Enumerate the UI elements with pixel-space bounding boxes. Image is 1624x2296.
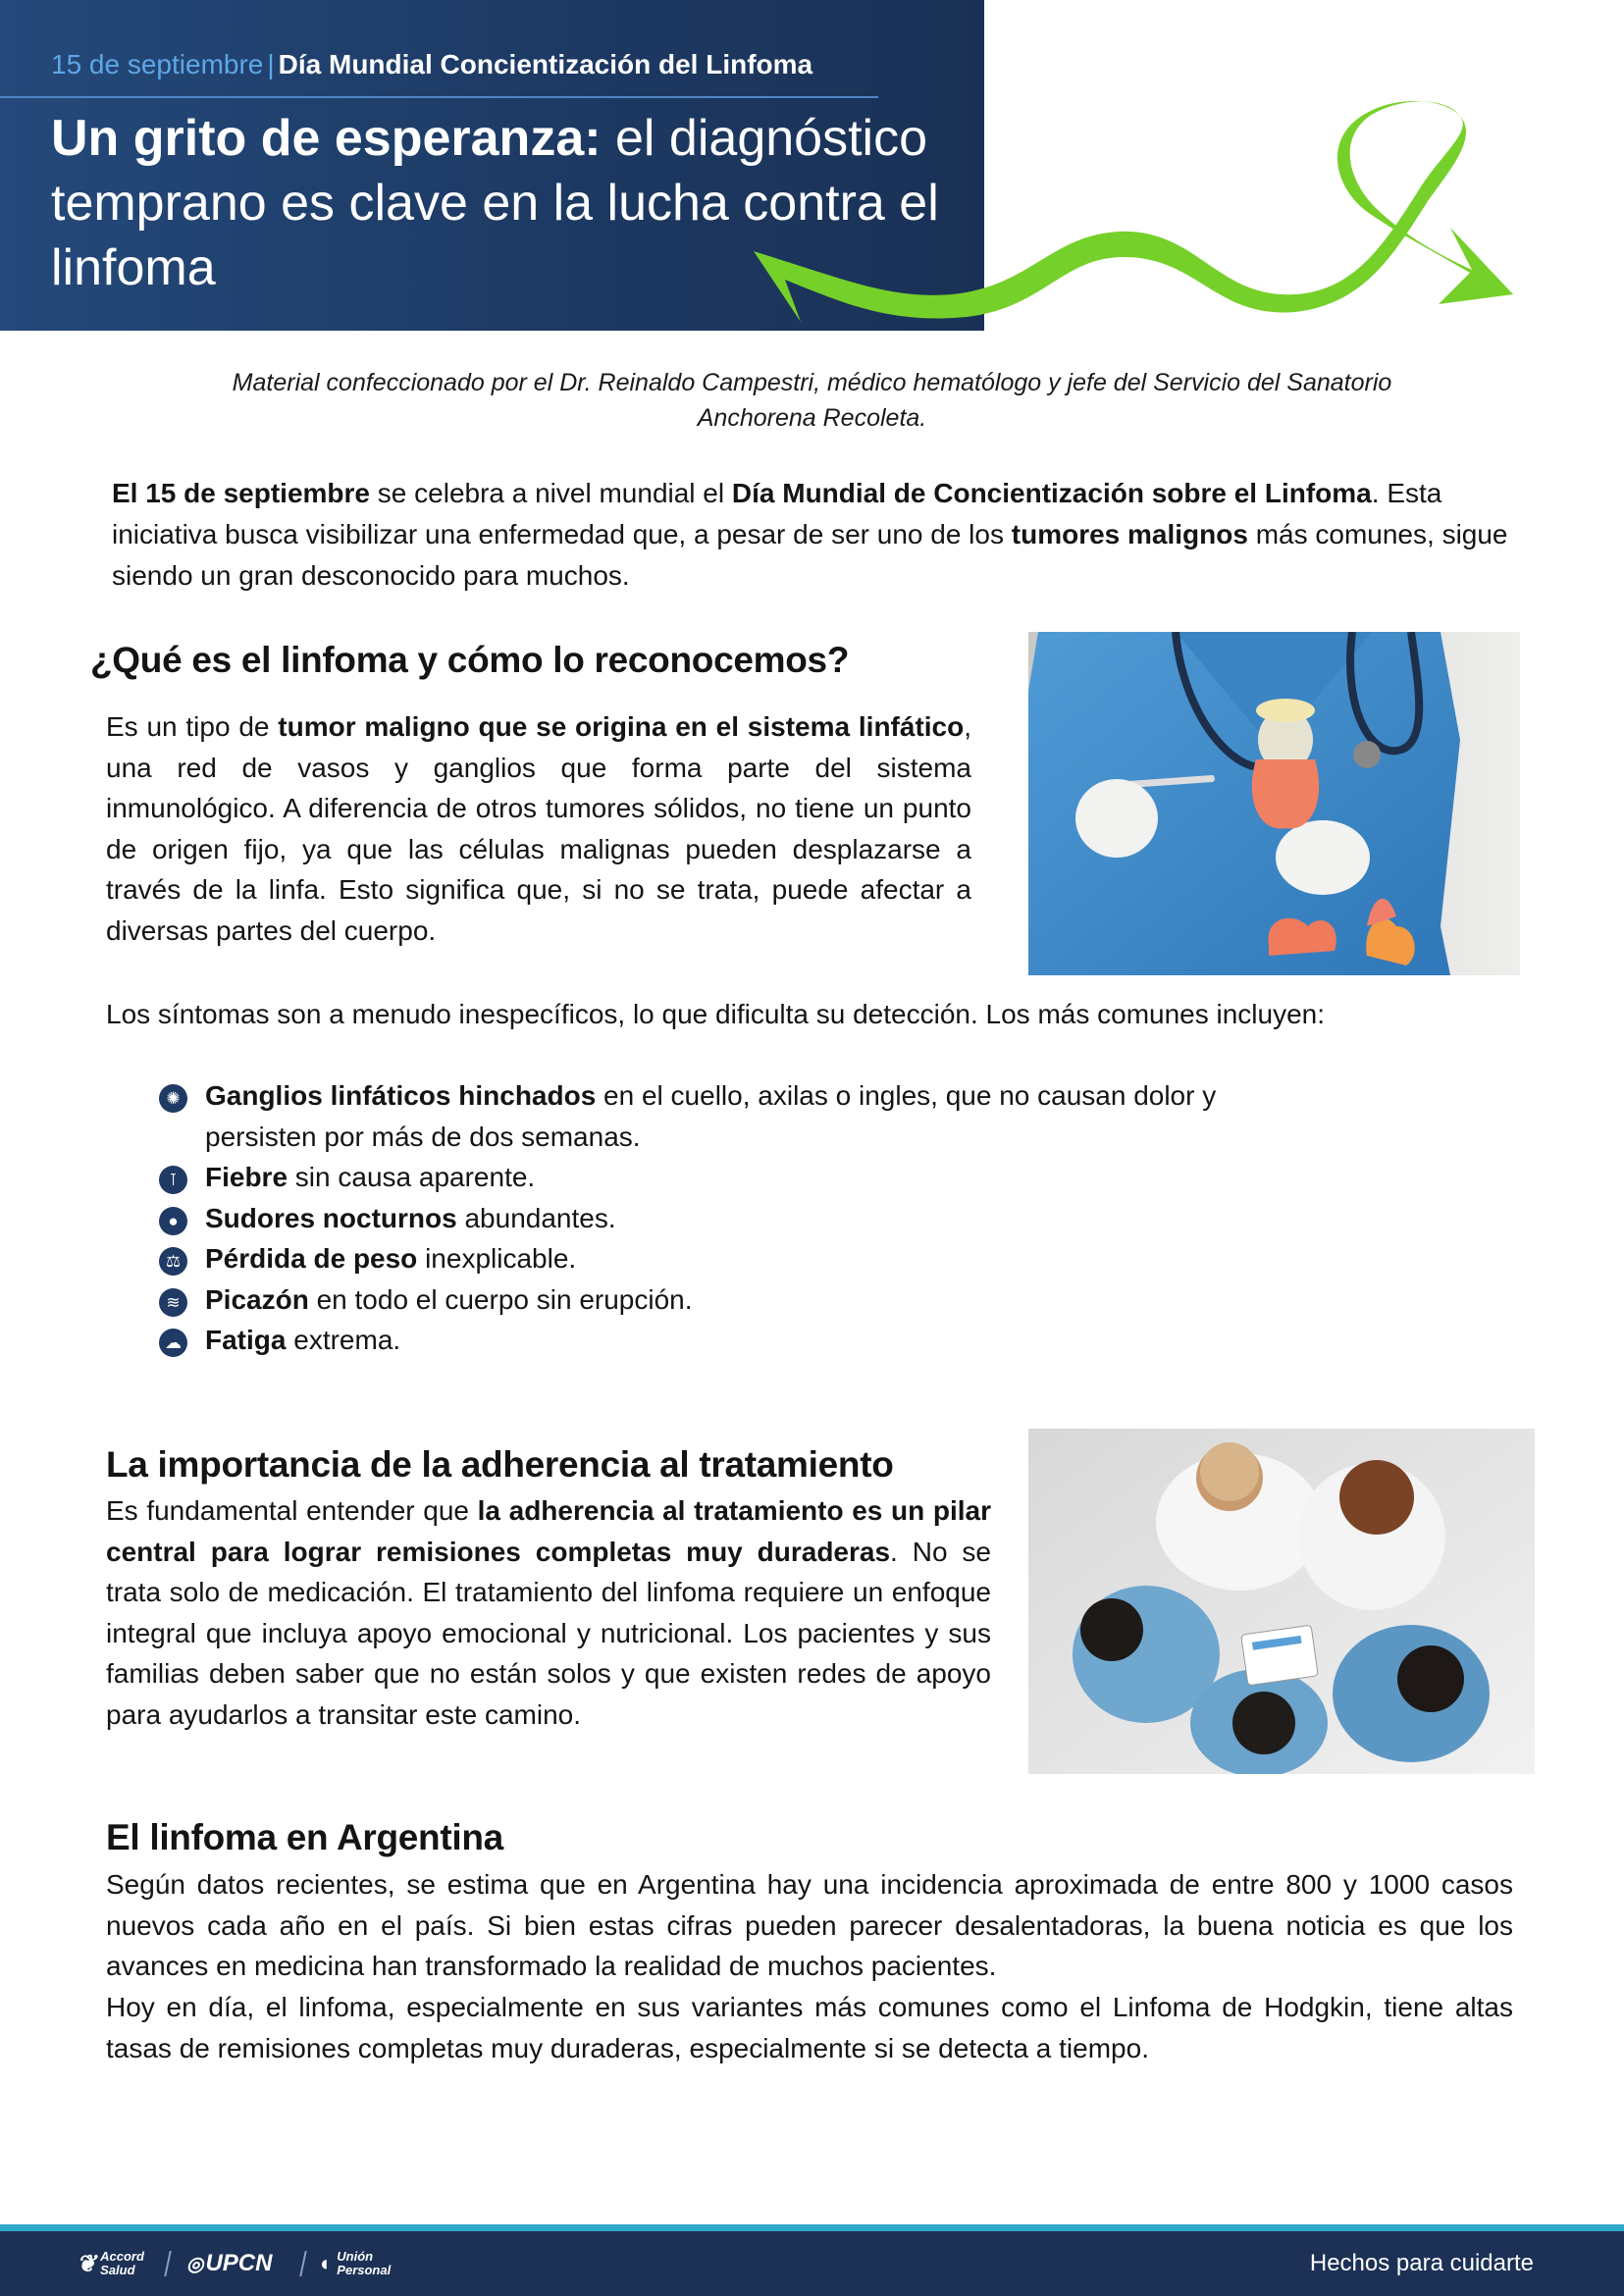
symptom-detail: abundantes. [456,1202,616,1233]
section2-text: Es fundamental entender que [106,1495,478,1526]
symptoms-intro: Los síntomas son a menudo inespecíficos, lo que dificulta su detección. Los más comunes incluyen: [106,999,1326,1029]
thermometer-icon: ⊺ [159,1166,187,1194]
section2-bold: la adherencia al tratamiento es un pilar central para lograr remisiones completas muy duraderas [106,1495,991,1567]
personal-logo-text: Personal [337,2263,392,2277]
footer-tagline: Hechos para cuidarte [1309,2250,1534,2276]
symptom-detail: en todo el cuerpo sin erupción. [308,1283,693,1315]
list-item [157,1279,1276,1321]
section3-paragraph-2: Hoy en día, el linfoma, especialmente en sus variantes más comunes como el Linfoma de Hodgkin, tiene altas tasas de remisiones completas muy duraderas, especialmente si se detecta a tiempo. [106,1992,1513,2063]
footer [0,2231,1624,2296]
section3-paragraph-1: Según datos recientes, se estima que en Argentina hay una incidencia aproximada de entre 800 y 1000 casos nuevos cada año en el país. Si bien estas cifras pueden parecer desalentadoras, la buena noticia es que los avances en medicina han transformado la realidad de muchos pacientes. [106,1869,1513,1981]
footer-logo-divider [299,2251,307,2276]
page-title-rest: el diagnóstico temprano es clave en la lucha contra el linfoma [51,110,939,296]
list-item [157,1198,1276,1239]
union-personal-symbol-icon: ◐ [320,2251,334,2275]
intro-bold-day: Día Mundial de Concientización sobre el Linfoma [731,478,1372,508]
header-date-line [51,49,812,80]
header-separator: | [267,49,275,79]
intro-bold-date: El 15 de septiembre [112,478,371,508]
sweat-drop-icon: ● [159,1207,187,1235]
medical-team-photo [1028,1429,1535,1774]
accord-salud-logo [77,2231,144,2296]
intro-bold-tumors: tumores malignos [1011,519,1248,549]
union-logo-text: Unión [337,2249,374,2264]
page-title-bold: Un grito de esperanza: [51,110,602,167]
symptom-name: Fatiga [205,1325,287,1355]
scale-icon: ⚖ [159,1247,187,1276]
footer-logo-divider [164,2251,172,2276]
section-heading-adherence: La importancia de la adherencia al tratamiento [106,1444,894,1485]
header-event: Día Mundial Concientización del Linfoma [278,49,813,79]
symptoms-list [157,1075,1276,1361]
symptom-name: Fiebre [205,1162,288,1192]
section1-bold: tumor maligno que se origina en el sistema linfático [278,711,965,742]
section1-text: , una red de vasos y ganglios que forma parte del sistema inmunológico. A diferencia de otros tumores sólidos, no tiene un punto de origen fijo, ya que las células malignas pueden desplazarse a través de la linfa. Esto significa que, si no se trata, puede afectar a diversas partes del cuerpo. [106,711,972,946]
section-heading-what-is: ¿Qué es el linfoma y cómo lo reconocemos? [90,640,850,680]
header-date: 15 de septiembre [51,49,264,79]
list-item [157,1238,1276,1279]
symptom-detail: sin causa aparente. [288,1162,536,1192]
section-heading-argentina: El linfoma en Argentina [106,1817,503,1857]
section1-text: Es un tipo de [106,711,279,742]
list-item [157,1320,1276,1361]
symptom-name: Ganglios linfáticos hinchados [205,1080,597,1111]
upcn-logo-text: UPCN [205,2250,273,2276]
byline: Material confeccionado por el Dr. Reinaldo Campestri, médico hematólogo y jefe del Servicio del Sanatorio Anchorena Recoleta. [232,369,1392,432]
intro-paragraph [112,473,1525,597]
salud-logo-text: Salud [100,2263,135,2277]
fatigue-icon: ☁ [159,1329,187,1357]
swollen-glands-icon: ✺ [159,1084,187,1113]
upcn-logo [186,2231,272,2296]
symptom-name: Sudores nocturnos [205,1202,457,1233]
upcn-symbol-icon: ◎ [186,2253,204,2275]
symptom-detail: inexplicable. [417,1243,577,1274]
symptom-detail: extrema. [286,1325,401,1355]
accord-leaf-icon: ❦ [77,2250,97,2277]
intro-text: . Esta iniciativa busca visibilizar una enfermedad que, a pesar de ser uno de los [112,478,1442,549]
list-item [157,1157,1276,1198]
accord-logo-text: Accord [100,2249,144,2264]
symptom-name: Pérdida de peso [205,1243,418,1274]
section1-paragraph [106,706,971,951]
section2-paragraph [106,1490,991,1735]
section2-text: . No se trata solo de medicación. El tratamiento del linfoma requiere un enfoque integral que incluya apoyo emocional y nutricional. Los pacientes y sus familias deben saber que no están solos y que existen redes de apoyo para ayudarlos a transitar este camino. [106,1536,991,1730]
doctor-thyroid-model-photo [1028,632,1520,975]
union-personal-logo [320,2231,391,2296]
itch-icon: ≋ [159,1288,187,1317]
intro-text: más comunes, sigue siendo un gran desconocido para muchos. [112,519,1508,591]
list-item [157,1075,1276,1157]
symptom-detail: en el cuello, axilas o ingles, que no causan dolor y persisten por más de dos semanas. [205,1080,1217,1152]
symptom-name: Picazón [205,1283,309,1315]
awareness-ribbon-icon [746,98,1531,343]
footer-accent-line [0,2224,1624,2231]
intro-text: se celebra a nivel mundial el [370,478,732,508]
